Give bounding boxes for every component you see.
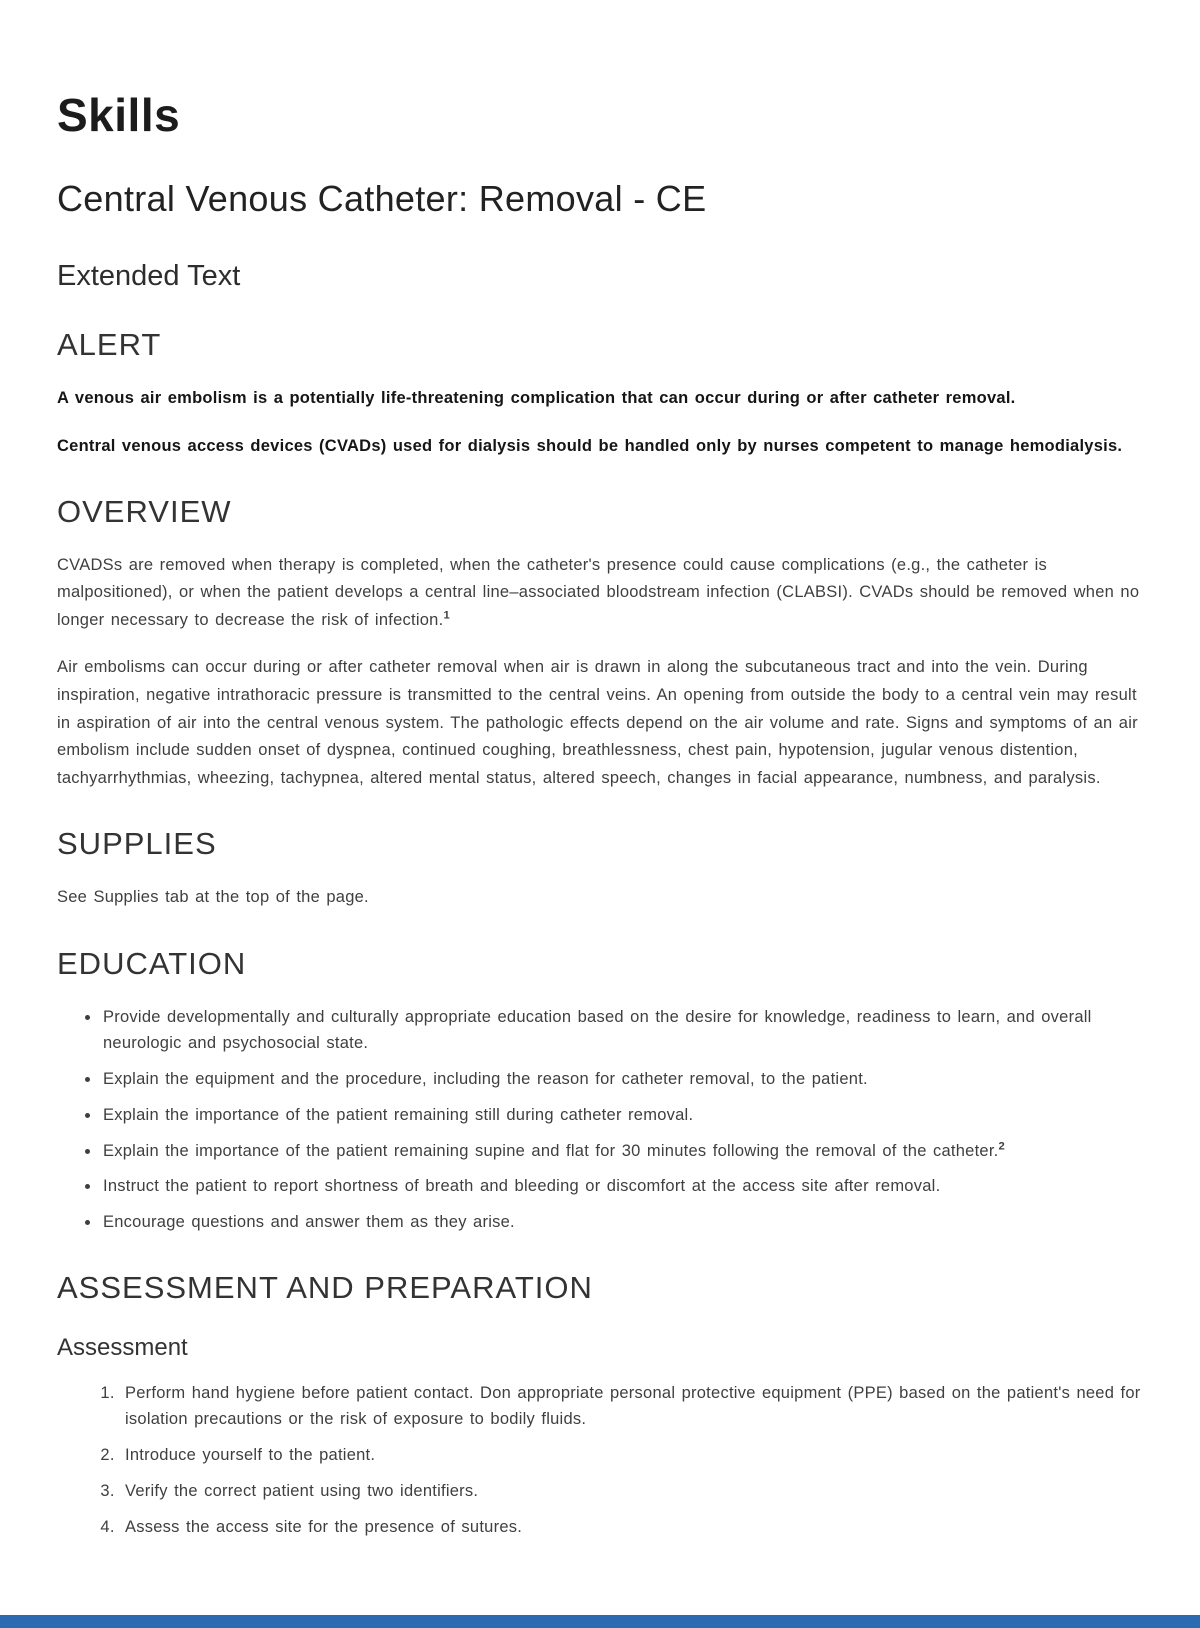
education-item-text: Instruct the patient to report shortness of breath and bleeding or discomfort at the access site after removal. bbox=[103, 1177, 941, 1196]
education-item bbox=[101, 1138, 1131, 1165]
assessment-step bbox=[121, 1380, 1142, 1433]
education-item bbox=[101, 1209, 1131, 1236]
assessment-step bbox=[121, 1442, 1142, 1469]
alert-paragraph: A venous air embolism is a potentially life-threatening complication that can occur during or after catheter removal. bbox=[57, 389, 1016, 407]
assessment-preparation-heading: ASSESSMENT AND PREPARATION bbox=[57, 1269, 593, 1305]
assessment-step-list bbox=[57, 1380, 1142, 1541]
section-assessment-and-preparation bbox=[57, 1270, 1142, 1541]
section-education bbox=[57, 946, 1142, 1236]
assessment-step bbox=[121, 1478, 1142, 1505]
overview-paragraph: Air embolisms can occur during or after catheter removal when air is drawn in along the subcutaneous tract and into the vein. During inspiration, negative intrathoracic pressure is transmitted to the central veins. An opening from outside the body to a central vein may result in aspiration of air into the central venous system. The pathologic effects depend on the air volume and rate. Signs and symptoms of an air embolism include sudden onset of dyspnea, continued coughing, breathlessness, chest pain, hypotension, jugular venous distention, tachyarrhythmias, wheezing, tachypnea, altered mental status, altered speech, changes in facial appearance, numbness, and paralysis. bbox=[57, 658, 1138, 787]
education-bullet-list bbox=[57, 1004, 1142, 1236]
reference-superscript: 2 bbox=[998, 1140, 1005, 1153]
overview-paragraph bbox=[57, 552, 1142, 635]
assessment-step bbox=[121, 1514, 1142, 1541]
overview-heading: OVERVIEW bbox=[57, 493, 232, 529]
supplies-heading: SUPPLIES bbox=[57, 826, 217, 862]
education-item-text: Provide developmentally and culturally appropriate education based on the desire for knowledge, readiness to learn, and overall neurologic and psychosocial state. bbox=[103, 1007, 1092, 1053]
assessment-subheading: Assessment bbox=[57, 1333, 188, 1361]
education-item bbox=[101, 1066, 1131, 1093]
alert-paragraph: Central venous access devices (CVADs) used for dialysis should be handled only by nurses competent to manage hemodialysis. bbox=[57, 437, 1123, 456]
education-heading: EDUCATION bbox=[57, 945, 247, 981]
reference-superscript: 1 bbox=[443, 609, 450, 622]
section-supplies bbox=[57, 826, 1142, 912]
education-item-text: Explain the equipment and the procedure, including the reason for catheter removal, to the patient. bbox=[103, 1070, 868, 1089]
education-item bbox=[101, 1173, 1131, 1200]
page-title: Central Venous Catheter: Removal - CE bbox=[57, 178, 707, 219]
education-item bbox=[101, 1102, 1131, 1129]
alert-heading: ALERT bbox=[57, 327, 162, 362]
assessment-step-text: Perform hand hygiene before patient contact. Don appropriate personal protective equipment (PPE) based on the patient's need for isolation precautions or the risk of exposure to bodily fluids. bbox=[125, 1383, 1141, 1429]
footer-accent-bar bbox=[0, 1615, 1200, 1628]
education-item-text: Explain the importance of the patient remaining supine and flat for 30 minutes following the removal of the catheter. bbox=[103, 1141, 999, 1160]
section-overview bbox=[57, 494, 1142, 792]
section-alert bbox=[57, 327, 1142, 460]
assessment-step-text: Verify the correct patient using two identifiers. bbox=[125, 1481, 479, 1500]
supplies-paragraph: See Supplies tab at the top of the page. bbox=[57, 888, 369, 907]
education-item-text: Encourage questions and answer them as they arise. bbox=[103, 1213, 515, 1232]
education-item bbox=[101, 1004, 1131, 1057]
overview-paragraph-text: CVADSs are removed when therapy is completed, when the catheter's presence could cause complications (e.g., the catheter is malpositioned), or when the patient develops a central line–associated bloodstream infection (CLABSI). CVADs should be removed when no longer necessary to decrease the risk of infection. bbox=[57, 555, 1140, 629]
page-kicker: Skills bbox=[57, 89, 181, 141]
page-subtitle: Extended Text bbox=[57, 260, 241, 292]
education-item-text: Explain the importance of the patient remaining still during catheter removal. bbox=[103, 1105, 694, 1124]
assessment-step-text: Introduce yourself to the patient. bbox=[125, 1446, 376, 1465]
assessment-step-text: Assess the access site for the presence of sutures. bbox=[125, 1517, 523, 1536]
